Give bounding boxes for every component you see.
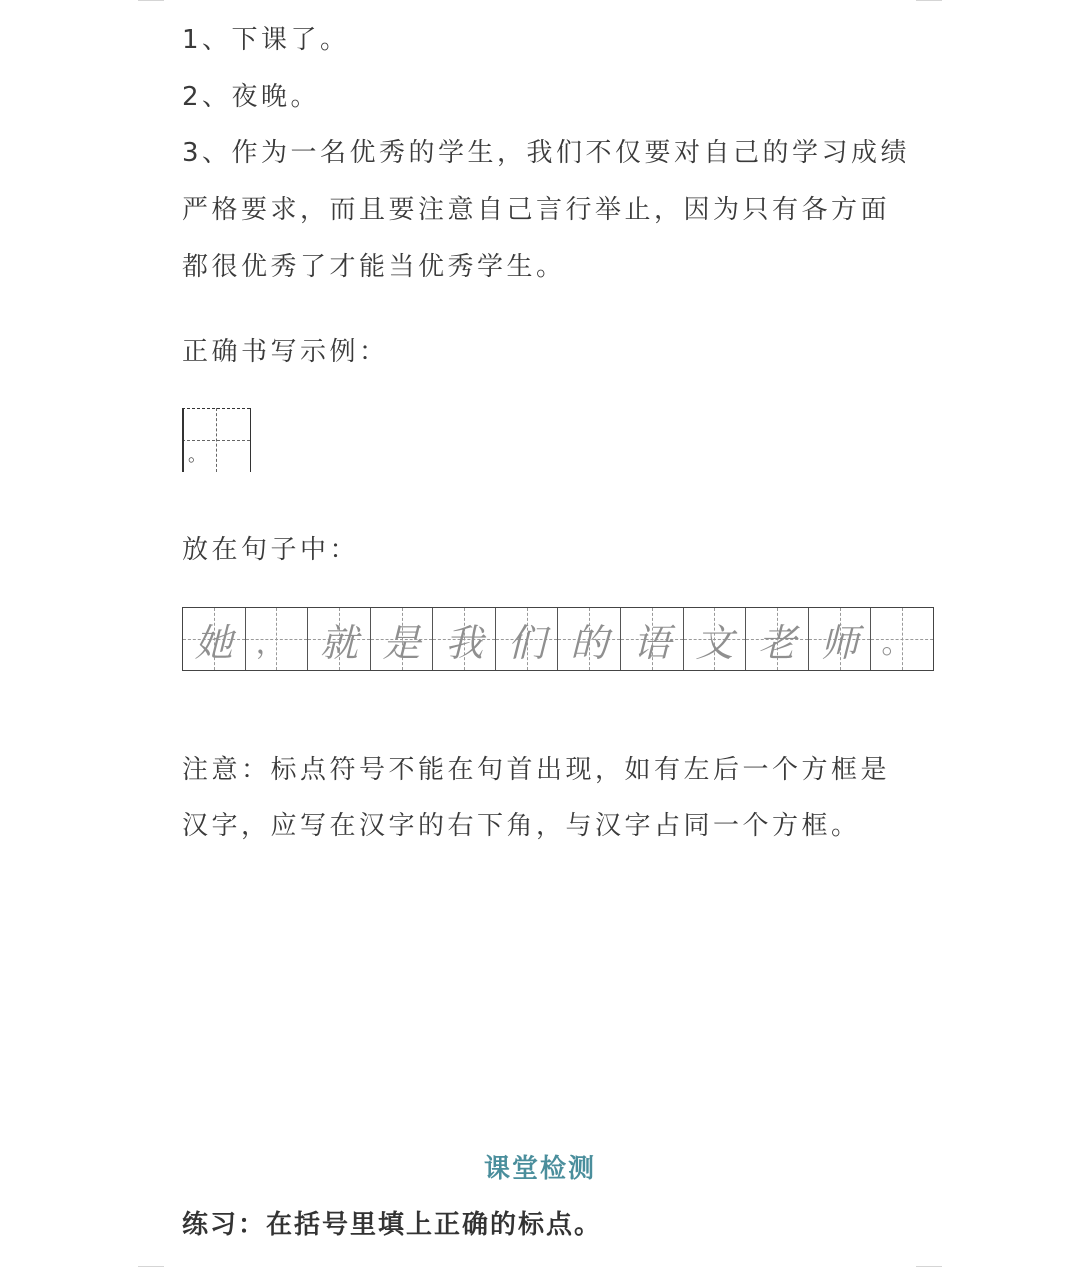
grid-character: 她 [194, 620, 233, 665]
section-title: 课堂检测 [483, 1154, 596, 1184]
corner-mark-top-left [138, 0, 164, 1]
list-item-2: 2、夜晚。 [182, 82, 321, 112]
exercise-heading: 练习：在括号里填上正确的标点。 [182, 1210, 603, 1240]
list-item-3: 3、作为一名优秀的学生，我们不仅要对自己的学习成绩 [182, 138, 911, 168]
grid-cell [620, 608, 683, 670]
grid-character: 是 [382, 620, 421, 665]
example-heading: 正确书写示例： [182, 337, 389, 367]
grid-cell [870, 608, 933, 670]
grid-character: 文 [695, 620, 734, 665]
grid-character: 们 [507, 620, 546, 665]
grid-cell [370, 608, 433, 670]
note-line-1: 注意：标点符号不能在句首出现，如有左后一个方框是 [182, 755, 891, 785]
example-grid-punctuation: 。 [188, 445, 206, 466]
list-item-3-cont-1: 严格要求，而且要注意自己言行举止，因为只有各方面 [182, 195, 891, 225]
corner-mark-top-right [916, 0, 942, 1]
grid-cell [495, 608, 558, 670]
grid-character: 语 [632, 620, 671, 665]
grid-cell [745, 608, 808, 670]
grid-cell [183, 608, 245, 670]
grid-character: 老 [757, 620, 796, 665]
corner-mark-bottom-left [138, 1266, 164, 1267]
corner-mark-bottom-right [916, 1266, 942, 1267]
list-item-1: 1、下课了。 [182, 25, 350, 55]
grid-punctuation: 。 [881, 626, 912, 661]
grid-character: 的 [570, 620, 609, 665]
sentence-writing-grid [182, 607, 934, 671]
sentence-heading: 放在句子中： [182, 535, 360, 565]
grid-punctuation: ， [255, 626, 286, 661]
grid-cell [557, 608, 620, 670]
grid-cell [307, 608, 370, 670]
grid-cell [683, 608, 746, 670]
note-line-2: 汉字，应写在汉字的右下角，与汉字占同一个方框。 [182, 811, 861, 841]
grid-character: 师 [820, 620, 859, 665]
grid-character: 就 [319, 620, 358, 665]
grid-cell [808, 608, 871, 670]
grid-cell [432, 608, 495, 670]
grid-character: 我 [445, 620, 484, 665]
grid-cell [245, 608, 308, 670]
list-item-3-cont-2: 都很优秀了才能当优秀学生。 [182, 252, 566, 282]
